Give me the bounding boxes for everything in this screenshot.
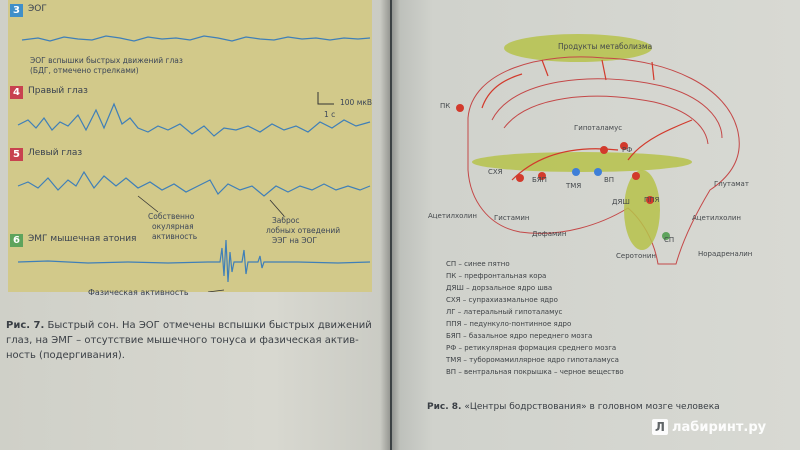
ocular-annotation-line3: активность (152, 232, 198, 241)
label-dopamine: Дофамин (532, 230, 567, 238)
frontal-annotation-line1: Заброс (272, 216, 300, 225)
legend-row (446, 356, 619, 364)
scale-value-label: 100 мкВ (340, 98, 373, 107)
legend-text: – педункуло-понтинное ядро (463, 320, 572, 328)
legend-row (446, 272, 546, 280)
arrow-up-1 (542, 60, 548, 76)
figure-8-caption-text: «Центры бодрствования» в головном мозге человека (464, 402, 720, 412)
legend-text: – латеральный гипоталамус (457, 308, 563, 316)
legend-text: – синее пятно (458, 260, 510, 268)
figure-8-caption (427, 402, 720, 412)
legend-row (446, 332, 592, 340)
legend-row (446, 368, 624, 376)
legend-abbr: СП (446, 260, 457, 268)
watermark-badge: Л (652, 419, 668, 435)
brainstem-area (624, 170, 660, 250)
label-sp: СП (664, 236, 675, 244)
arrow-up-2 (602, 60, 606, 80)
figure-7-caption-line3: ность (подергивания). (6, 350, 125, 361)
figure-7-caption-label: Рис. 7. (6, 320, 45, 331)
legend-text: – вентральная покрышка – черное вещество (458, 368, 624, 376)
frontal-annotation-line2: лобных отведений (266, 226, 341, 235)
legend-text: – дорзальное ядро шва (466, 284, 553, 292)
scale-time-label: 1 с (324, 110, 336, 119)
panel-3-note-line1: ЭОГ вспышки быстрых движений глаз (30, 56, 183, 65)
panel-5-title: Левый глаз (28, 148, 83, 158)
label-shyad: СХЯ (488, 168, 503, 176)
hypothalamus-band (472, 152, 692, 172)
panel-number-3: 3 (10, 4, 23, 17)
legend-text: – префронтальная кора (458, 272, 547, 280)
legend-abbr: ДЯШ (446, 284, 464, 292)
legend-abbr: РФ (446, 344, 457, 352)
label-noradrenaline: Норадреналин (698, 250, 753, 258)
legend-abbr: СХЯ (446, 296, 461, 304)
eog-trace (22, 36, 370, 41)
legend-row (446, 296, 558, 304)
panel-6-title: ЭМГ мышечная атония (28, 234, 137, 244)
right-eye-trace (18, 104, 370, 136)
legend-row (446, 344, 616, 352)
legend-abbr: ЛГ (446, 308, 456, 316)
dot-tmya (572, 168, 580, 176)
legend-text: – базальное ядро переднего мозга (463, 332, 593, 340)
legend-abbr: ППЯ (446, 320, 462, 328)
label-pk: ПК (440, 102, 451, 110)
legend-abbr: ВП (446, 368, 457, 376)
arrow-pk (482, 74, 522, 108)
label-rf: РФ (622, 146, 633, 154)
label-tmya: ТМЯ (566, 182, 582, 190)
panel-number-5: 5 (10, 148, 23, 161)
figure-7-panel (8, 0, 373, 297)
legend-text: – ретикулярная формация среднего мозга (458, 344, 617, 352)
legend-text: – супрахиазмальное ядро (462, 296, 558, 304)
legend-row (446, 260, 510, 268)
callosum-arc-inner (504, 96, 708, 144)
label-vp: ВП (604, 176, 615, 184)
legend-text: – тубoромамиллярное ядро гипоталамуса (463, 356, 619, 364)
legend-row (446, 320, 571, 328)
figure-7-caption-line1: Быстрый сон. На ЭОГ отмечены вспышки быстрых движений (44, 320, 372, 331)
legend-abbr: ТМЯ (446, 356, 462, 364)
label-dsh: ДЯШ (612, 198, 630, 206)
panel-3-note-line2: (БДГ, отмечено стрелками) (30, 66, 139, 75)
label-serotonin: Серотонин (616, 252, 656, 260)
phasic-pointer (208, 290, 224, 292)
phasic-activity-label: Фазическая активность (88, 288, 189, 297)
dot-lg (600, 146, 608, 154)
legend-abbr: БЯП (446, 332, 461, 340)
dot-shyad (516, 174, 524, 182)
label-metabolism: Продукты метаболизма (558, 42, 653, 51)
label-lg: Гипоталамус (574, 124, 623, 132)
panel-3-title: ЭОГ (28, 4, 47, 14)
scale-bar (318, 92, 334, 104)
emg-trace (18, 240, 370, 282)
ocular-annotation-line2: окулярная (152, 222, 194, 231)
dot-vp (594, 168, 602, 176)
eeg-traces (8, 0, 372, 292)
label-ppya: ППЯ (644, 196, 660, 204)
label-acetylcholine-right: Ацетилхолин (692, 214, 741, 222)
left-eye-trace (18, 172, 370, 196)
watermark-text: лабиринт.ру (672, 420, 767, 435)
dot-pk (456, 104, 464, 112)
figure-7-caption-line2: глаз, на ЭМГ – отсутствие мышечного тонуса и фазическая актив- (6, 335, 359, 346)
label-byap: БЯП (532, 176, 547, 184)
figure-7-caption (6, 318, 376, 363)
legend-row (446, 308, 562, 316)
dot-dsh (632, 172, 640, 180)
label-glutamate: Глутамат (714, 180, 749, 188)
watermark (652, 419, 766, 435)
panel-number-4: 4 (10, 86, 23, 99)
ocular-pointer (138, 196, 158, 212)
frontal-pointer (270, 200, 284, 216)
legend-row (446, 284, 552, 292)
panel-number-6: 6 (10, 234, 23, 247)
figure-8-caption-label: Рис. 8. (427, 402, 462, 412)
label-acetylcholine-left: Ацетилхолин (428, 212, 477, 220)
ocular-annotation-line1: Собственно (148, 212, 195, 221)
panel-4-title: Правый глаз (28, 86, 88, 96)
legend-abbr: ПК (446, 272, 457, 280)
label-histamine: Гистамин (494, 214, 530, 222)
frontal-annotation-line3: ЭЭГ на ЭОГ (272, 236, 318, 245)
